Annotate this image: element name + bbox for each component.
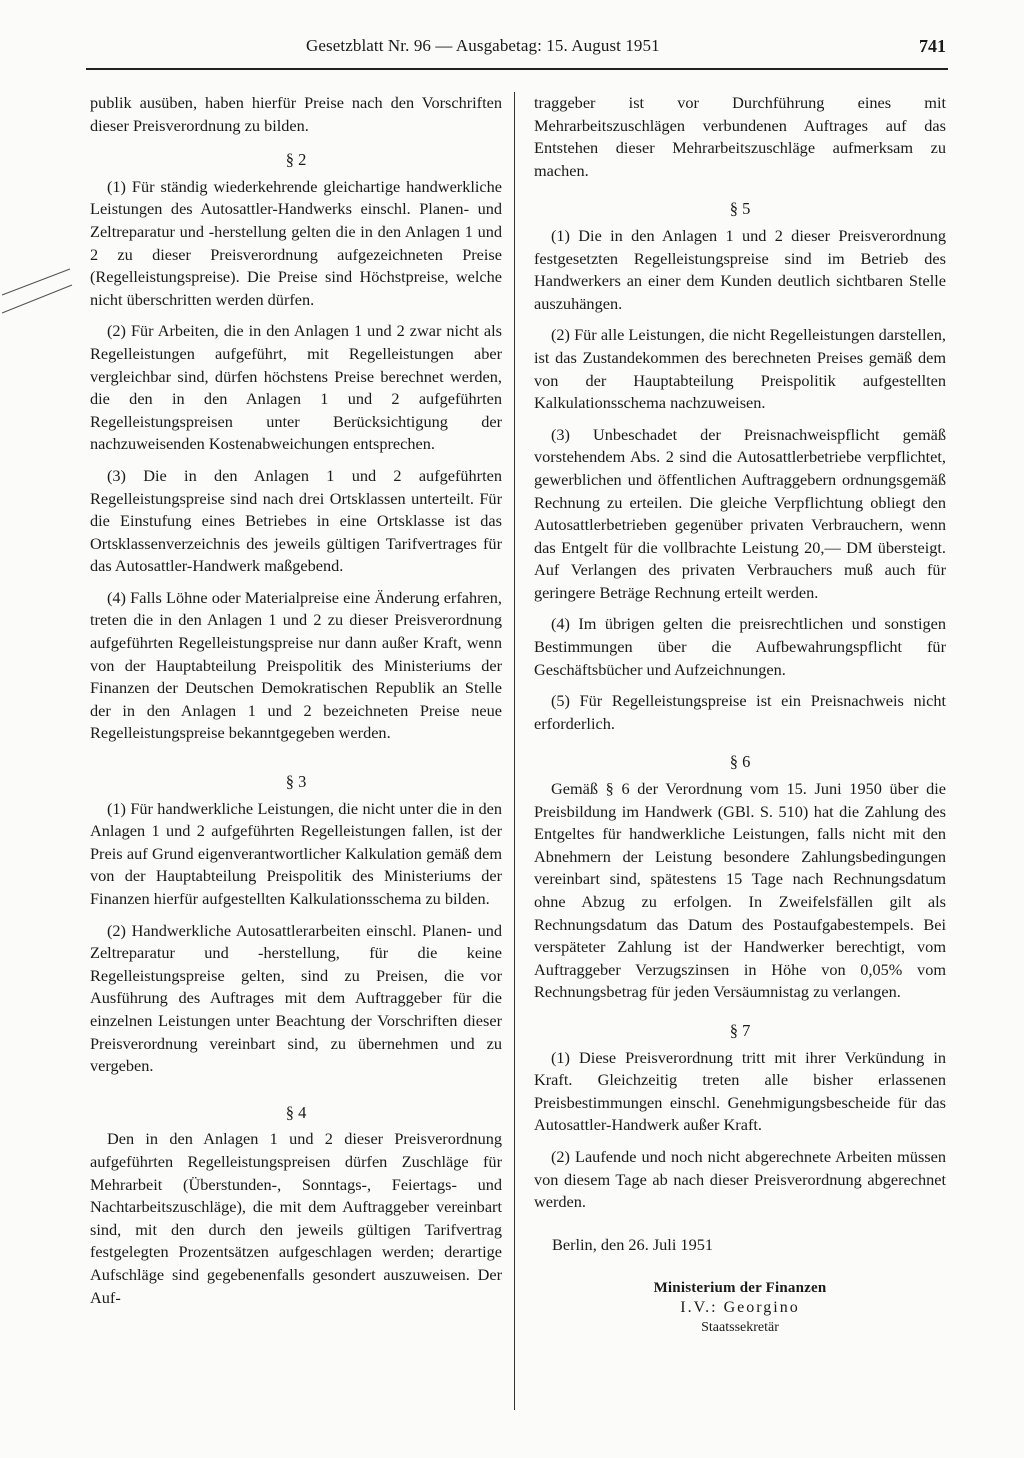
paragraph-continued: publik ausüben, haben hierfür Preise nach den Vorschriften dieser Preisverordnung zu bilden. — [90, 93, 502, 135]
signature-block — [534, 1278, 946, 1338]
signature-rank: Staatssekretär — [701, 1320, 779, 1336]
paragraph: (3) Unbeschadet der Preisnachweispflicht gemäß vorstehendem Abs. 2 sind die Autosattlerbetriebe verpflichtet, gewerblichen und öffentlichen Auftraggebern ordnungsgemäß Rechnung zu erteilen. Die gleiche Verpflichtung obliegt den Autosattlerbetrieben gegenüber privaten Verbrauchern, wenn das Entgelt für die vollbrachte Leistung 20,— DM übersteigt. Auf Verlangen des privaten Verbrauchers muß auch für geringere Beträge Rechnung erteilt werden. — [534, 424, 946, 602]
paragraph: (2) Für alle Leistungen, die nicht Regelleistungen darstellen, ist das Zustandekommen des berechneten Preises gemäß dem von der Hauptabteilung Preispolitik aufgestellten Kalkulationsschema nachzuweisen. — [534, 325, 946, 413]
header-title: Gesetzblatt Nr. 96 — Ausgabetag: 15. August 1951 — [306, 36, 660, 55]
right-column — [534, 92, 946, 1338]
section-heading-4: § 4 — [285, 1102, 307, 1122]
paragraph: (1) Diese Preisverordnung tritt mit ihrer Verkündung in Kraft. Gleichzeitig treten alle bisher erlassenen Preisbestimmungen einschl. Genehmigungsbescheide für das Autosattler-Handwerk außer Kraft. — [534, 1047, 946, 1135]
paragraph: (2) Laufende und noch nicht abgerechnete Arbeiten müssen von diesem Tage ab nach dieser Preisverordnung abgerechnet werden. — [534, 1146, 946, 1212]
paragraph: (2) Handwerkliche Autosattlerarbeiten einschl. Planen- und Zeltreparatur und -herstellung, für die keine Regelleistungspreise gelten, sind zu Preisen, die vor Ausführung des Auftrages mit dem Auftraggeber für die einzelnen Leistungen unter Beachtung der Vorschriften dieser Preisverordnung vereinbart sind, zu übernehmen und zu vergeben. — [90, 920, 502, 1076]
place-date: Berlin, den 26. Juli 1951 — [552, 1234, 713, 1254]
signature-name: I.V.: Georgino — [680, 1299, 800, 1317]
left-column — [90, 92, 502, 1318]
page-number: 741 — [919, 36, 946, 56]
section-heading-6: § 6 — [729, 752, 751, 772]
paragraph: Gemäß § 6 der Verordnung vom 15. Juni 1950 über die Preisbildung im Handwerk (GBl. S. 510) hat die Zahlung des Entgeltes für handwerkliche Leistungen, falls nicht mit den Abnehmern der Leistung besondere Zahlungsbedingungen vereinbart sind, spätestens 15 Tage nach Rechnungsdatum ohne Abzug zu erfolgen. In Zweifelsfällen gilt als Rechnungsdatum das Datum des Postaufgabestempels. Bei verspäteter Zahlung ist der Handwerker berechtigt, vom Auftraggeber Verzugszinsen in Höhe von 0,05% vom Rechnungsbetrag für jeden Versäumnistag zu verlangen. — [534, 779, 946, 1002]
paragraph: (1) Die in den Anlagen 1 und 2 dieser Preisverordnung festgesetzten Regelleistungspreise sind im Betrieb des Handwerkers an einer dem Kunden deutlich sichtbaren Stelle auszuhängen. — [534, 225, 946, 313]
section-heading-3: § 3 — [285, 772, 307, 792]
paragraph: (2) Für Arbeiten, die in den Anlagen 1 und 2 zwar nicht als Regelleistungen aufgeführt, mit Regelleistungen aber vergleichbar sind, dürfen höchstens Preise berechnet werden, die den in den Anlagen 1 und 2 aufgeführten Regelleistungspreisen unter Berücksichtigung der nachzuweisenden Kostenabweichungen entsprechen. — [90, 321, 502, 454]
paragraph-continued: traggeber ist vor Durchführung eines mit Mehrarbeitszuschlägen verbundenen Auftrages auf das Entstehen dieser Mehrarbeitszuschläge aufmerksam zu machen. — [534, 93, 946, 180]
paragraph: Den in den Anlagen 1 und 2 dieser Preisverordnung aufgeführten Regelleistungspreisen dürfen Zuschläge für Mehrarbeit (Überstunden-, Sonntags-, Feiertags- und Nachtarbeitszuschläge), die mit dem Auftraggeber vereinbart sind, mit den durch den jeweils gültigen Tarifvertrag festgelegten Prozentsätzen aufgeschlagen werden; derartige Aufschläge sind gegebenenfalls gesondert auszuweisen. Der Auf- — [90, 1129, 502, 1307]
column-divider — [514, 92, 515, 1410]
header-rule — [86, 68, 948, 70]
signature-ministry: Ministerium der Finanzen — [653, 1280, 827, 1297]
paragraph: (4) Falls Löhne oder Materialpreise eine Änderung erfahren, treten die in den Anlagen 1 und 2 zu dieser Preisverordnung aufgeführten Regelleistungspreise nur dann außer Kraft, wenn von der Hauptabteilung Preispolitik des Ministeriums der Finanzen der Deutschen Demokratischen Republik an Stelle der in den Anlagen 1 und 2 bezeichneten Preise neue Regelleistungspreise bekanntgegeben werden. — [90, 587, 502, 743]
margin-pencil-mark — [0, 255, 80, 325]
paragraph: (5) Für Regelleistungspreise ist ein Preisnachweis nicht erforderlich. — [534, 691, 946, 733]
section-heading-2: § 2 — [285, 150, 307, 170]
section-heading-5: § 5 — [729, 199, 751, 219]
paragraph: (3) Die in den Anlagen 1 und 2 aufgeführten Regelleistungspreise sind nach drei Ortsklassen unterteilt. Für die Einstufung eines Betriebes in eine Ortsklasse ist das Ortsklassenverzeichnis des jeweils gültigen Tarifvertrages für das Autosattler-Handwerk maßgebend. — [90, 465, 502, 576]
paragraph: (1) Für ständig wiederkehrende gleichartige handwerkliche Leistungen des Autosattler-Handwerks einschl. Planen- und Zeltreparatur und -herstellung gelten die in den Anlagen 1 und 2 zu dieser Preisverordnung aufgezeichneten Preise (Regelleistungspreise). Die Preise sind Höchstpreise, welche nicht überschritten werden dürfen. — [90, 176, 502, 309]
paragraph: (4) Im übrigen gelten die preisrechtlichen und sonstigen Bestimmungen über die Aufbewahrungspflicht für Geschäftsbücher und Aufzeichnungen. — [534, 614, 946, 679]
paragraph: (1) Für handwerkliche Leistungen, die nicht unter die in den Anlagen 1 und 2 aufgeführten Regelleistungen fallen, ist der Preis auf Grund eigenverantwortlicher Kalkulation gemäß dem von der Hauptabteilung Preispolitik des Ministeriums der Finanzen hierfür aufgestellten Kalkulationsschema zu bilden. — [90, 798, 502, 908]
page-header — [86, 36, 948, 68]
section-heading-7: § 7 — [729, 1020, 751, 1040]
